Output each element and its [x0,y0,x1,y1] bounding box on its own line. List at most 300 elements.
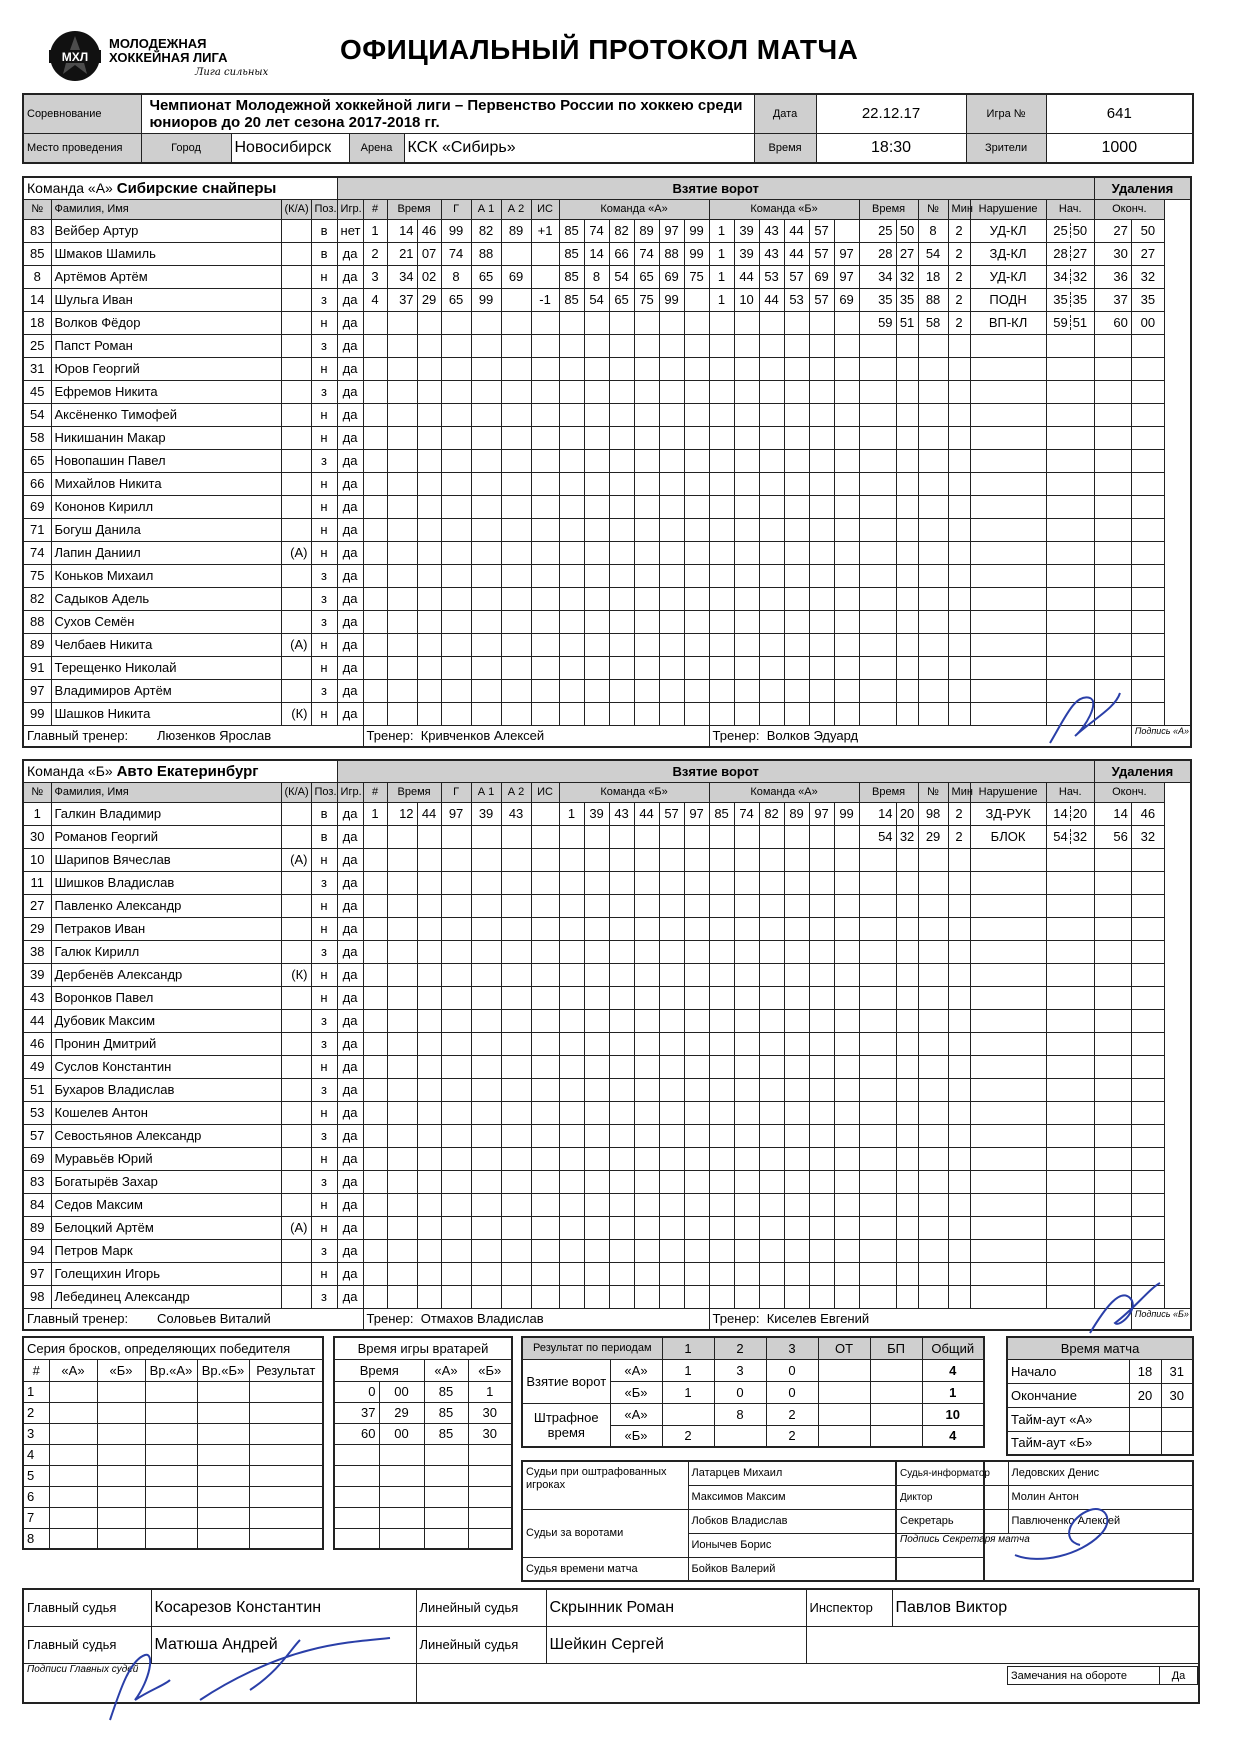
goal-on-ice-left [559,541,584,564]
shootout-cell [249,1528,323,1549]
penalty-end-second: 27 [1131,242,1164,265]
match-staff-table [895,1460,1194,1582]
goal-on-ice-right: 57 [809,288,834,311]
goal-strength [531,495,559,518]
goal-on-ice-right [809,894,834,917]
player-row [23,848,1191,871]
goal-on-ice-right [809,917,834,940]
coach-2-label: Тренер: [712,728,760,744]
penalty-start [1046,242,1094,265]
goalie-b: 30 [468,1423,512,1444]
player-number: 75 [23,564,51,587]
goal-on-ice-left [609,403,634,426]
announcer-value: Молин Антон [1008,1485,1193,1509]
coach-2-name: Волков Эдуард [766,728,859,744]
shootout-cell [97,1381,145,1402]
player-captaincy [281,380,311,403]
goal-on-ice-left [609,380,634,403]
penalty-second [896,357,918,380]
player-number: 74 [23,541,51,564]
penalty-start [1046,963,1094,986]
goal-minute [387,541,417,564]
player-played: да [337,917,363,940]
goal-on-ice-left [684,825,709,848]
penalty-second: 27 [896,242,918,265]
goal-assist-2 [501,1032,531,1055]
inspector-value: Павлов Виктор [892,1589,1199,1626]
goal-minute [387,403,417,426]
goal-strength [531,1032,559,1055]
goal-on-ice-right: 43 [759,242,784,265]
col-pen-violation: Нарушение [970,199,1046,219]
player-played: да [337,825,363,848]
goal-scorer [441,1147,471,1170]
goal-on-ice-right [709,380,734,403]
goal-strength [531,848,559,871]
goal-second: 02 [417,265,441,288]
goal-second: 29 [417,288,441,311]
goal-minute [387,610,417,633]
goal-minute [387,986,417,1009]
player-name: Галюк Кирилл [51,940,281,963]
goal-second [417,1101,441,1124]
goal-on-ice-left [609,1262,634,1285]
shootout-header-5: Результат [249,1359,323,1381]
head-coach-label: Главный тренер: [27,1311,129,1327]
goal-on-ice-right [834,1009,859,1032]
penalty-start [1046,1239,1094,1262]
goal-on-ice-left [634,1285,659,1308]
penalty-minutes: 2 [948,825,970,848]
goal-assist-1 [471,564,501,587]
shootout-header-3: Вр.«А» [145,1359,197,1381]
goal-on-ice-right [709,610,734,633]
penalty-end-second [1131,564,1164,587]
goal-on-ice-left [659,1078,684,1101]
goal-on-ice-right [759,449,784,472]
goal-on-ice-right [709,1170,734,1193]
goal-on-ice-left [559,871,584,894]
goal-assist-2 [501,426,531,449]
goal-on-ice-right [809,1285,834,1308]
goal-second [417,848,441,871]
period-header-total: Общий [922,1337,984,1359]
goal-on-ice-right [784,1055,809,1078]
penalty-end-minute [1094,1147,1131,1170]
goal-number [363,825,387,848]
goal-second [417,825,441,848]
goal-second: 46 [417,219,441,242]
goal-scorer: 97 [441,802,471,825]
competition-value: Чемпионат Молодежной хоккейной лиги – Первенство России по хоккею среди юниоров до 20 лет сезона 2017-2018 гг. [141,94,754,133]
penalty-minutes: 2 [948,265,970,288]
goal-second [417,541,441,564]
penalty-minutes [948,495,970,518]
player-played: да [337,986,363,1009]
period-value: 0 [766,1359,818,1381]
penalty-end-minute: 36 [1094,265,1131,288]
goal-on-ice-left: 97 [659,219,684,242]
shootout-cell [145,1507,197,1528]
goal-on-ice-right: 89 [784,802,809,825]
player-name: Шарипов Вячеслав [51,848,281,871]
goal-assist-2 [501,311,531,334]
goal-minute [387,963,417,986]
goal-second [417,894,441,917]
remarks-value: Да [1160,1667,1198,1685]
goal-assist-1 [471,1239,501,1262]
goal-on-ice-right: 69 [809,265,834,288]
player-played: да [337,1055,363,1078]
player-row [23,656,1191,679]
penalty-end-minute [1094,1101,1131,1124]
penalty-minute [859,1147,896,1170]
goal-on-ice-left [584,587,609,610]
penalty-start [1046,587,1094,610]
goal-on-ice-right [709,1285,734,1308]
goal-on-ice-left [634,656,659,679]
goalie-time-row [334,1486,512,1507]
penalty-start [1046,1285,1094,1308]
goal-scorer [441,1032,471,1055]
goal-minute [387,1262,417,1285]
player-position: з [311,679,337,702]
penalty-minute [859,541,896,564]
player-number: 69 [23,1147,51,1170]
player-name: Садыков Адель [51,587,281,610]
goal-second [417,633,441,656]
goal-on-ice-right [759,1170,784,1193]
goal-scorer [441,1055,471,1078]
penalty-start [1046,380,1094,403]
goal-assist-2 [501,357,531,380]
league-name-line1: МОЛОДЕЖНАЯ [109,36,207,51]
goal-on-ice-right [809,848,834,871]
goal-on-ice-left [634,587,659,610]
goal-on-ice-left [609,940,634,963]
goal-judges-label: Судьи за воротами [522,1509,688,1557]
goal-on-ice-left [584,1147,609,1170]
goal-number: 4 [363,288,387,311]
goal-on-ice-right: 57 [784,265,809,288]
goal-number [363,403,387,426]
goal-on-ice-right [809,311,834,334]
penalty-start [1046,219,1094,242]
shootout-cell [145,1423,197,1444]
goal-on-ice-right [784,917,809,940]
period-header-ot: ОТ [818,1337,870,1359]
goal-on-ice-right [709,587,734,610]
goal-on-ice-right [759,403,784,426]
goalie-b: 1 [468,1381,512,1402]
penalty-violation [970,1147,1046,1170]
goal-on-ice-left [659,564,684,587]
penalty-second: 32 [896,265,918,288]
goal-on-ice-left [559,1285,584,1308]
player-position: н [311,518,337,541]
penalty-minute [859,963,896,986]
team-a-table [22,176,1192,748]
goal-on-ice-right [759,1193,784,1216]
goal-strength [531,403,559,426]
goal-on-ice-left [684,1124,709,1147]
goal-on-ice-right [784,1239,809,1262]
goal-on-ice-left [584,610,609,633]
player-position: н [311,265,337,288]
shootout-cell [145,1402,197,1423]
goal-number [363,357,387,380]
goal-on-ice-left: 99 [659,288,684,311]
goal-on-ice-right [709,1032,734,1055]
goal-on-ice-left [584,1216,609,1239]
penalty-violation: ЗД-КЛ [970,242,1046,265]
goal-on-ice-right [759,1216,784,1239]
goal-on-ice-right [709,894,734,917]
player-number: 51 [23,1078,51,1101]
goal-on-ice-left [559,1147,584,1170]
player-played: да [337,472,363,495]
shootout-cell [145,1528,197,1549]
penalty-minutes [948,1147,970,1170]
goal-strength [531,265,559,288]
goal-on-ice-right: 82 [759,802,784,825]
head-coach-name: Люзенков Ярослав [157,728,272,744]
goal-strength [531,518,559,541]
goal-on-ice-right [759,334,784,357]
goal-on-ice-right: 69 [834,288,859,311]
linesman-1-label: Линейный судья [416,1589,546,1626]
team-label [23,177,337,199]
goal-on-ice-right [834,848,859,871]
goal-on-ice-left [584,825,609,848]
goal-on-ice-right [784,679,809,702]
timeout-b-label: Тайм-аут «Б» [1007,1431,1129,1455]
goal-on-ice-left [659,825,684,848]
player-played: да [337,518,363,541]
col-goal-g: Г [441,199,471,219]
goal-on-ice-right [784,1147,809,1170]
penalty-second [896,917,918,940]
player-captaincy [281,219,311,242]
goal-on-ice-left [684,610,709,633]
shootout-row [23,1402,323,1423]
player-position: н [311,311,337,334]
penalty-start [1046,871,1094,894]
penalty-start [1046,311,1094,334]
penalty-minutes [948,1216,970,1239]
player-position: з [311,1009,337,1032]
goal-on-ice-right [709,1239,734,1262]
goal-on-ice-left: 43 [609,802,634,825]
player-played: да [337,311,363,334]
goal-minute [387,495,417,518]
goal-on-ice-left [609,1147,634,1170]
player-captaincy [281,1147,311,1170]
penalty-violation [970,1239,1046,1262]
shootout-cell [97,1423,145,1444]
penalty-player [918,380,948,403]
penalty-end-second [1131,986,1164,1009]
goal-on-ice-right [809,963,834,986]
goal-number [363,495,387,518]
penalty-second [896,986,918,1009]
player-row [23,1124,1191,1147]
goal-on-ice-right [784,610,809,633]
goal-second [417,1193,441,1216]
goal-assist-2 [501,242,531,265]
goal-on-ice-right [709,426,734,449]
linesman-2-label: Линейный судья [416,1626,546,1663]
referee-1-value: Косарезов Константин [151,1589,416,1626]
goal-on-ice-right [809,587,834,610]
goal-assist-2 [501,1078,531,1101]
goal-on-ice-left [634,1124,659,1147]
goal-strength [531,871,559,894]
goal-on-ice-left [559,380,584,403]
goal-on-ice-left [659,1032,684,1055]
shootout-cell [49,1507,97,1528]
match-end-minute: 30 [1161,1383,1193,1407]
penalty-end-minute [1094,380,1131,403]
penalty-minutes [948,587,970,610]
goal-assist-1 [471,1170,501,1193]
goal-assist-1 [471,403,501,426]
penalty-second [896,426,918,449]
goal-on-ice-right [759,1262,784,1285]
period-value: 1 [922,1381,984,1403]
player-captaincy: (К) [281,963,311,986]
goal-on-ice-right [834,825,859,848]
player-name: Папст Роман [51,334,281,357]
goal-on-ice-right [809,986,834,1009]
penalty-end-second [1131,848,1164,871]
penalty-minute: 34 [859,265,896,288]
goal-scorer [441,679,471,702]
goal-on-ice-right [834,656,859,679]
player-position: з [311,1078,337,1101]
player-position: н [311,702,337,725]
player-captaincy [281,825,311,848]
penalty-end-second [1131,1055,1164,1078]
goalie-time-row [334,1444,512,1465]
goal-on-ice-left [584,472,609,495]
player-position: н [311,1193,337,1216]
goal-assist-1 [471,940,501,963]
goal-on-ice-right [784,357,809,380]
player-captaincy [281,311,311,334]
goal-on-ice-left [634,871,659,894]
player-number: 31 [23,357,51,380]
goal-minute [387,449,417,472]
period-value [714,1425,766,1447]
penalty-minute [859,1285,896,1308]
goal-on-ice-left [584,380,609,403]
penalty-second: 20 [896,802,918,825]
goal-assist-2 [501,917,531,940]
goal-on-ice-right [834,871,859,894]
goal-on-ice-left [659,541,684,564]
goal-on-ice-right [834,564,859,587]
goal-strength [531,311,559,334]
player-name: Бухаров Владислав [51,1078,281,1101]
player-captaincy [281,495,311,518]
goal-on-ice-right: 74 [734,802,759,825]
team-b-section [22,759,1192,1331]
player-captaincy [281,986,311,1009]
goal-on-ice-right [784,848,809,871]
penalty-minutes [948,633,970,656]
penalty-violation: УД-КЛ [970,265,1046,288]
penalty-end-minute [1094,940,1131,963]
goal-on-ice-left [659,1055,684,1078]
goal-on-ice-left [559,587,584,610]
penalty-violation [970,1078,1046,1101]
player-played: да [337,894,363,917]
goal-on-ice-left [559,940,584,963]
goal-on-ice-right [709,449,734,472]
goal-on-ice-right [784,940,809,963]
goal-on-ice-right: 53 [759,265,784,288]
player-number: 25 [23,334,51,357]
player-name: Галкин Владимир [51,802,281,825]
penalty-violation [970,495,1046,518]
goal-on-ice-right [734,518,759,541]
goal-on-ice-left [559,1009,584,1032]
goal-on-ice-left [684,679,709,702]
goal-scorer [441,472,471,495]
period-row-label: Штрафное время [522,1403,610,1447]
goal-on-ice-left [684,656,709,679]
goal-on-ice-left [634,1170,659,1193]
player-row [23,702,1191,725]
player-number: 97 [23,679,51,702]
player-number: 82 [23,587,51,610]
goal-number [363,963,387,986]
goal-number [363,1032,387,1055]
goal-assist-1 [471,426,501,449]
goal-minute [387,1239,417,1262]
goal-on-ice-left [584,1078,609,1101]
shootout-cell [249,1507,323,1528]
penalty-start [1046,848,1094,871]
goal-on-ice-right: 10 [734,288,759,311]
col-ka: (К/А) [281,199,311,219]
goal-on-ice-right [784,495,809,518]
goal-on-ice-left [634,848,659,871]
goal-on-ice-right [709,334,734,357]
coach-1-label: Тренер: [366,728,414,744]
timeout-a-label: Тайм-аут «А» [1007,1407,1129,1431]
goal-on-ice-right [784,1032,809,1055]
goal-on-ice-left [584,1239,609,1262]
goal-scorer: 65 [441,288,471,311]
goal-on-ice-right [709,986,734,1009]
penalty-minute [859,679,896,702]
player-name: Михайлов Никита [51,472,281,495]
goal-strength [531,986,559,1009]
penalty-end-second [1131,656,1164,679]
goal-on-ice-left [634,610,659,633]
goal-on-ice-right [734,848,759,871]
penalty-start [1046,1032,1094,1055]
goal-on-ice-left [634,495,659,518]
penalty-minute [859,403,896,426]
player-row [23,940,1191,963]
goal-on-ice-right [709,917,734,940]
goal-on-ice-right [734,1216,759,1239]
penalty-minute [859,1124,896,1147]
goal-on-ice-left: 85 [559,219,584,242]
